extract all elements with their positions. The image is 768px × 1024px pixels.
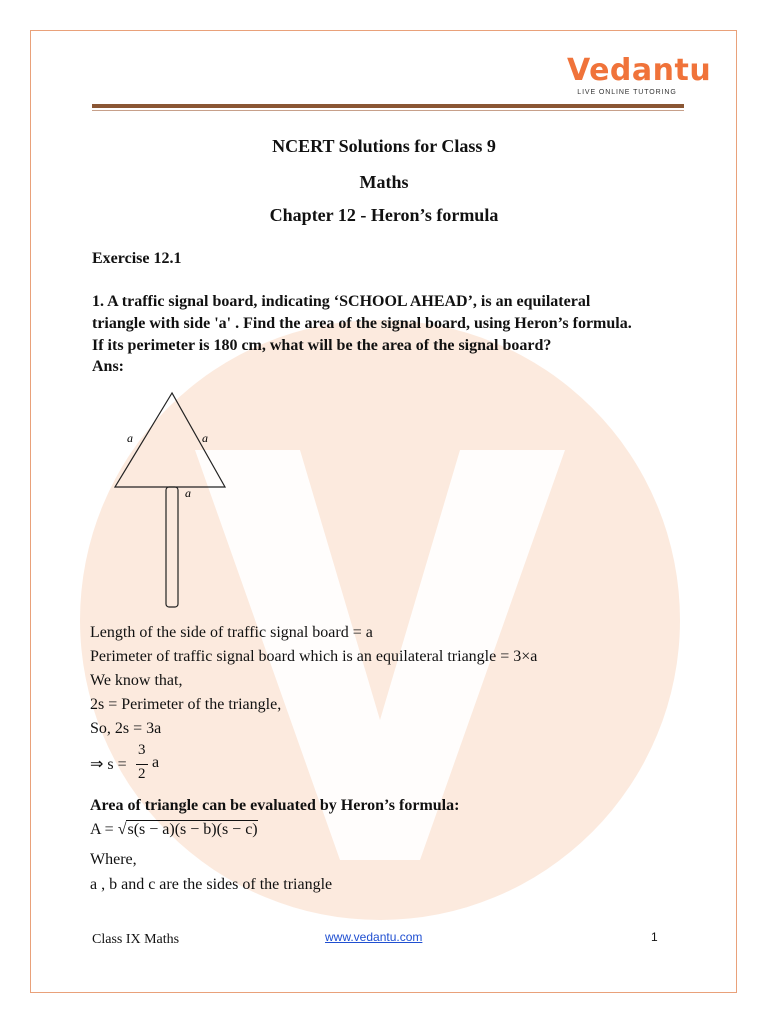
fraction-numerator: 3 [138, 742, 146, 758]
chapter-title: Chapter 12 - Heron’s formula [269, 205, 499, 225]
board-pole [166, 487, 178, 607]
formula-prefix: A = √ [90, 821, 127, 838]
exercise-heading: Exercise 12.1 [92, 250, 182, 267]
header-rule-thin [92, 110, 684, 111]
question-text [92, 291, 692, 357]
logo-tagline: LIVE ONLINE TUTORING [577, 89, 677, 96]
herons-formula [90, 820, 258, 839]
solution-line: Where, [90, 851, 137, 868]
question-line: If its perimeter is 180 cm, what will be the area of the signal board? [92, 337, 552, 354]
document-title: NCERT Solutions for Class 9 [272, 136, 496, 156]
solution-line: a , b and c are the sides of the triangle [90, 876, 333, 893]
herons-formula-heading: Area of triangle can be evaluated by Heron’s formula: [90, 797, 460, 814]
footer-class-label: Class IX Maths [92, 932, 180, 947]
solution-line: Length of the side of traffic signal board = a [90, 624, 373, 641]
solution-line: We know that, [90, 672, 183, 689]
question-line: triangle with side 'a' . Find the area of the signal board, using Heron’s formula. [92, 315, 632, 332]
formula-radicand: s(s − a)(s − b)(s − c) [127, 821, 258, 838]
header-rule-thick [92, 104, 684, 108]
footer-website-link[interactable]: www.vedantu.com [325, 930, 423, 944]
side-label-bottom: a [185, 486, 191, 500]
subject-title: Maths [359, 172, 409, 192]
solution-line: Perimeter of traffic signal board which is an equilateral triangle = 3×a [90, 648, 538, 665]
fraction-denominator: 2 [138, 766, 146, 782]
vedantu-logo [567, 53, 712, 96]
question-line: 1. A traffic signal board, indicating ‘SCHOOL AHEAD’, is an equilateral [92, 293, 591, 310]
signal-board-figure [100, 385, 240, 615]
answer-label: Ans: [92, 358, 125, 375]
side-label-left: a [127, 431, 133, 445]
solution-line: So, 2s = 3a [90, 720, 162, 737]
solution-line: 2s = Perimeter of the triangle, [90, 696, 282, 713]
equation-prefix: ⇒ s = [90, 756, 127, 773]
page-number: 1 [651, 930, 658, 944]
logo-wordmark: Vedantu [567, 53, 712, 88]
equation-suffix: a [152, 754, 160, 771]
fraction-bar [136, 764, 148, 765]
side-label-right: a [202, 431, 208, 445]
